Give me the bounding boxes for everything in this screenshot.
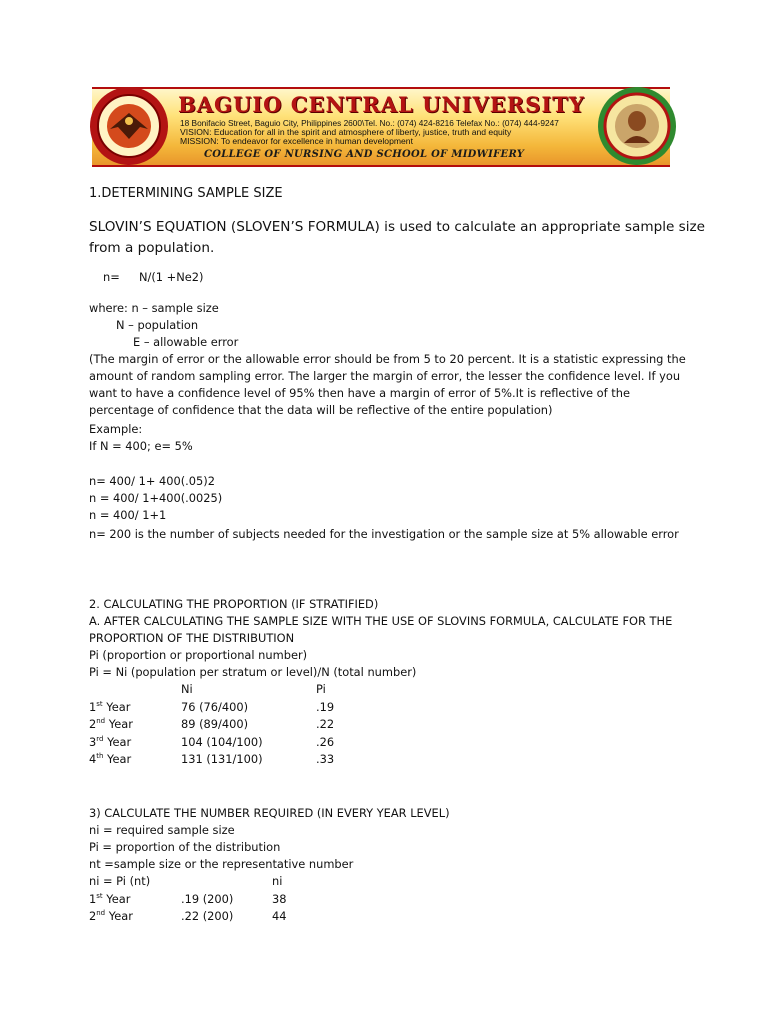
ni-value: 89 (89/400) [181, 717, 249, 731]
ni-value: 76 (76/400) [181, 700, 249, 714]
calculation-step: n = 400/ 1+1 [89, 508, 167, 522]
year-level-label: 2nd Year [89, 717, 133, 731]
column-header-ni: Ni [181, 682, 193, 696]
pi-value: .33 [316, 752, 335, 766]
nt-definition: nt =sample size or the representative number [89, 857, 354, 871]
year-level-label: 2nd Year [89, 909, 133, 923]
section-2-instruction-line-1: A. AFTER CALCULATING THE SAMPLE SIZE WITH THE USE OF SLOVINS FORMULA, CALCULATE FOR THE [89, 614, 673, 628]
column-header-pi: Pi [316, 682, 326, 696]
note-line: want to have a confidence level of 95% then have a margin of error of 5%.It is reflective of the [89, 386, 630, 400]
section-2-title: 2. CALCULATING THE PROPORTION (IF STRATIFIED) [89, 597, 379, 611]
ni-value: 104 (104/100) [181, 735, 263, 749]
calc-value: .19 (200) [181, 892, 234, 906]
slovin-intro-line-2: from a population. [89, 240, 215, 256]
calculation-result: n= 200 is the number of subjects needed for the investigation or the sample size at 5% allowable error [89, 527, 679, 541]
calc-value: .22 (200) [181, 909, 234, 923]
pi-definition: Pi (proportion or proportional number) [89, 648, 308, 662]
pi-value: .26 [316, 735, 335, 749]
pi-formula: Pi = Ni (population per stratum or level)/N (total number) [89, 665, 417, 679]
university-address: 18 Bonifacio Street, Baguio City, Philippines 2600\Tel. No.: (074) 424-8216 Telefax No.: (074) 444-9247 [180, 118, 559, 128]
example-given: If N = 400; e= 5% [89, 439, 193, 453]
note-line: (The margin of error or the allowable error should be from 5 to 20 percent. It is a statistic expressing the [89, 352, 686, 366]
calculation-step: n = 400/ 1+400(.0025) [89, 491, 223, 505]
college-name: COLLEGE OF NURSING AND SCHOOL OF MIDWIFERY [204, 149, 525, 160]
year-level-label: 4th Year [89, 752, 132, 766]
formula-rhs: N/(1 +Ne2) [139, 270, 204, 284]
ni-definition: ni = required sample size [89, 823, 235, 837]
section-1-title: 1.DETERMINING SAMPLE SIZE [89, 186, 283, 201]
ni-value: 44 [272, 909, 287, 923]
college-seal-logo [596, 85, 678, 167]
formula-lhs: n= [103, 270, 120, 284]
university-seal-logo [88, 85, 170, 167]
university-name: BAGUIO CENTRAL UNIVERSITY [178, 92, 585, 117]
mission-statement: MISSION: To endeavor for excellence in human development [180, 136, 413, 146]
section-2-instruction-line-2: PROPORTION OF THE DISTRIBUTION [89, 631, 295, 645]
ni-value: 131 (131/100) [181, 752, 263, 766]
note-line: amount of random sampling error. The larger the margin of error, the lesser the confidence level. If you [89, 369, 681, 383]
year-level-label: 3rd Year [89, 735, 132, 749]
note-line: percentage of confidence that the data will be reflective of the entire population) [89, 403, 553, 417]
year-level-label: 1st Year [89, 892, 131, 906]
ni-formula: ni = Pi (nt) [89, 874, 151, 888]
year-level-label: 1st Year [89, 700, 131, 714]
vision-statement: VISION: Education for all in the spirit and atmosphere of liberty, justice, truth and equity [180, 127, 512, 137]
where-n-definition: where: n – sample size [89, 301, 219, 315]
ni-value: 38 [272, 892, 287, 906]
example-label: Example: [89, 422, 143, 436]
pi-definition: Pi = proportion of the distribution [89, 840, 281, 854]
calculation-step: n= 400/ 1+ 400(.05)2 [89, 474, 215, 488]
section-3-title: 3) CALCULATE THE NUMBER REQUIRED (IN EVERY YEAR LEVEL) [89, 806, 450, 820]
column-header-ni: ni [272, 874, 283, 888]
where-E-definition: E – allowable error [133, 335, 239, 349]
slovin-intro-line-1: SLOVIN’S EQUATION (SLOVEN’S FORMULA) is used to calculate an appropriate sample size [89, 219, 706, 235]
pi-value: .22 [316, 717, 335, 731]
letterhead-banner [92, 87, 670, 167]
where-N-definition: N – population [116, 318, 199, 332]
pi-value: .19 [316, 700, 335, 714]
